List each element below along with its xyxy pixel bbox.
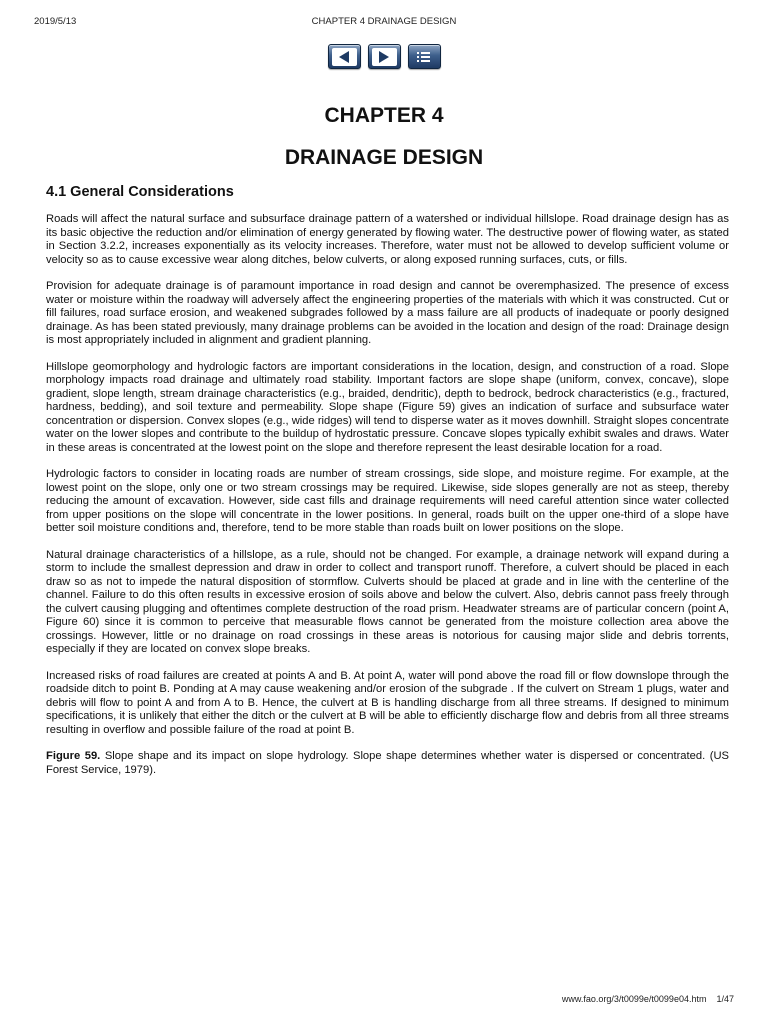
paragraph: Increased risks of road failures are created at points A and B. At point A, water will pond above the road fill or flow downslope through the roadside ditch to point B. Ponding at A may cause weakening and/or erosion of the subgrade . If the culvert on Stream 1 plugs, water and debris will flow to point A and from A to B. Hence, the culvert at B is handling discharge from all three streams. If designed to minimum specifications, it is unlikely that either the ditch or the culvert at B will be able to efficiently discharge flow and debris from all three streams resulting in overflow and possible failure of the road at point B. xyxy=(46,669,729,736)
print-header xyxy=(0,16,768,30)
table-of-contents-button[interactable] xyxy=(408,44,441,69)
figure-caption-text: Slope shape and its impact on slope hydrology. Slope shape determines whether water is dispersed or concentrated. (US Forest Service, 1979). xyxy=(46,750,729,776)
contents-list-icon xyxy=(412,48,437,66)
figure-caption xyxy=(46,750,729,777)
main-content xyxy=(46,184,729,790)
navigation-bar xyxy=(0,44,768,69)
paragraph: Roads will affect the natural surface and subsurface drainage pattern of a watershed or individual hillslope. Road drainage design has as its basic objective the reduction and/or elimination of energy generated by flowing water. The destructive power of flowing water, as stated in Section 3.2.2, increases exponentially as its velocity increases. Therefore, water must not be allowed to develop sufficient volume or velocity so as to cause excessive wear along ditches, below culverts, or along exposed running surfaces, cuts, or fills. xyxy=(46,213,729,266)
triangle-left-icon xyxy=(332,48,357,66)
paragraph: Hillslope geomorphology and hydrologic factors are important considerations in the location, design, and construction of a road. Slope morphology impacts road drainage and ultimately road stability. Important factors are slope shape (uniform, convex, concave), slope gradient, slope length, stream drainage characteristics (e.g., braided, dendritic), depth to bedrock, bedrock characteristics (e.g., fractured, hardness, bedding), and soil texture and permeability. Slope shape (Figure 59) gives an indication of surface and subsurface water concentration or dispersion. Convex slopes (e.g., wide ridges) will tend to disperse water as it moves downhill. Straight slopes concentrate water on the lower slopes and contribute to the buildup of hydrostatic pressure. Concave slopes typically exhibit swales and draws. Water in these areas is concentrated at the lowest point on the slope and therefore represent the least desirable location for a road. xyxy=(46,360,729,454)
paragraph: Provision for adequate drainage is of paramount importance in road design and cannot be overemphasized. The presence of excess water or moisture within the roadway will adversely affect the engineering properties of the materials with which it was constructed. Cut or fill failures, road surface erosion, and weakened subgrades followed by a mass failure are all products of inadequate or poorly designed drainage. As has been stated previously, many drainage problems can be avoided in the location and design of the road: Drainage design is most appropriately included in alignment and gradient planning. xyxy=(46,280,729,346)
paragraph: Hydrologic factors to consider in locating roads are number of stream crossings, side slope, and moisture regime. For example, at the lowest point on the slope, only one or two stream crossings may be required. Likewise, side slopes generally are not as steep, thereby reducing the amount of excavation. However, side cast fills and drainage requirements will need careful attention since water collected from upper positions on the slope will concentrate in the lower positions. In general, roads built on the upper one-third of a slope have better soil moisture conditions and, therefore, tend to be more stable than roads built on lower positions on the slope. xyxy=(46,468,729,534)
chapter-title: DRAINAGE DESIGN xyxy=(284,146,484,169)
next-page-button[interactable] xyxy=(368,44,401,69)
chapter-number: CHAPTER 4 xyxy=(324,104,444,127)
print-date: 2019/5/13 xyxy=(34,16,77,27)
print-footer xyxy=(562,994,734,1004)
triangle-right-icon xyxy=(372,48,397,66)
figure-label: Figure 59. xyxy=(46,750,101,762)
page-number: 1/47 xyxy=(716,994,734,1004)
print-document-title: CHAPTER 4 DRAINAGE DESIGN xyxy=(311,16,457,27)
page-url: www.fao.org/3/t0099e/t0099e04.htm xyxy=(561,994,707,1004)
section-heading: 4.1 General Considerations xyxy=(46,184,234,200)
previous-page-button[interactable] xyxy=(328,44,361,69)
paragraph: Natural drainage characteristics of a hillslope, as a rule, should not be changed. For example, a drainage network will expand during a storm to include the smallest depression and draw in order to collect and transport runoff. Therefore, a culvert should be placed in each draw so as not to impede the natural disposition of stormflow. Culverts should be placed at grade and in line with the centerline of the channel. Failure to do this often results in excessive erosion of soils above and below the culvert. Also, debris cannot pass freely through the culvert causing plugging and oftentimes complete destruction of the road prism. Headwater streams are of particular concern (point A, Figure 60) since it is common to perceive that measurable flows cannot be generated from the moisture collection area above the crossings. However, little or no drainage on road crossings in these areas is notorious for causing major slide and debris torrents, especially if they are located on convex slope breaks. xyxy=(46,548,729,655)
